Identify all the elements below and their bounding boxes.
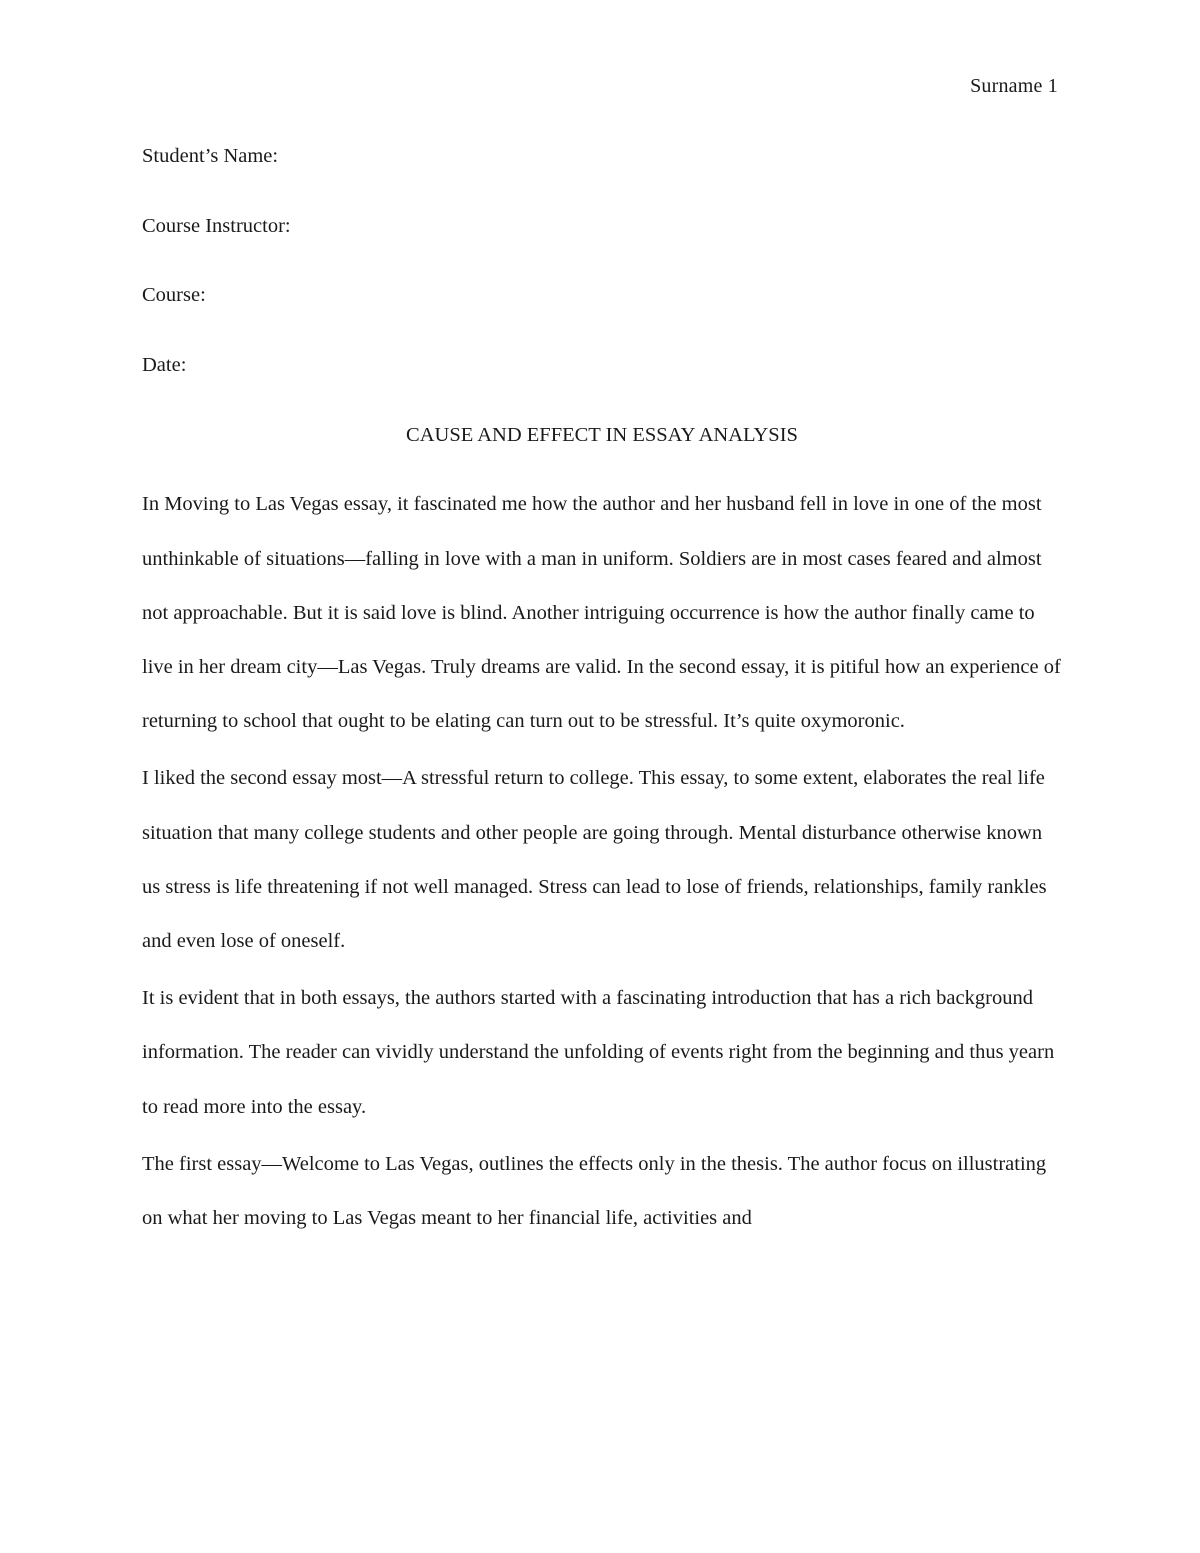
paragraph-text: The first essay—Welcome to Las Vegas, outlines the effects only in the thesis. The author focus on illustrating on what her moving to Las Vegas meant to her financial life, activities and xyxy=(142,1152,1047,1230)
course-line: Course: xyxy=(142,284,206,307)
paragraph-text: It is evident that in both essays, the authors started with a fascinating introduction that has a rich background information. The reader can vividly understand the unfolding of events right from the beginning and thus yearn to read more into the essay. xyxy=(142,987,1055,1118)
paragraph-1 xyxy=(142,477,1062,748)
running-head: Surname 1 xyxy=(970,75,1058,97)
paragraph-text: In Moving to Las Vegas essay, it fascinated me how the author and her husband fell in love in one of the most unthinkable of situations—falling in love with a man in uniform. Soldiers are in most cases feared and almost not approachable. But it is said love is blind. Another intriguing occurrence is how the author finally came to live in her dream city—Las Vegas. Truly dreams are valid. In the second essay, it is pitiful how an experience of returning to school that ought to be elating can turn out to be stressful. It’s quite oxymoronic. xyxy=(142,493,1061,733)
course-instructor-line: Course Instructor: xyxy=(142,214,291,237)
date-line: Date: xyxy=(142,354,187,377)
essay-title: CAUSE AND EFFECT IN ESSAY ANALYSIS xyxy=(406,423,798,446)
paragraph-3 xyxy=(142,971,1062,1134)
paragraph-text: I liked the second essay most—A stressful return to college. This essay, to some extent, elaborates the real life situation that many college students and other people are going through. Mental disturbance otherwise known us stress is life threatening if not well managed. Stress can lead to lose of friends, relationships, family rankles and even lose of oneself. xyxy=(142,767,1047,953)
student-name-line: Student’s Name: xyxy=(142,145,279,167)
paragraph-4 xyxy=(142,1137,1062,1245)
paragraph-2 xyxy=(142,751,1062,968)
document-body xyxy=(142,143,1062,1262)
